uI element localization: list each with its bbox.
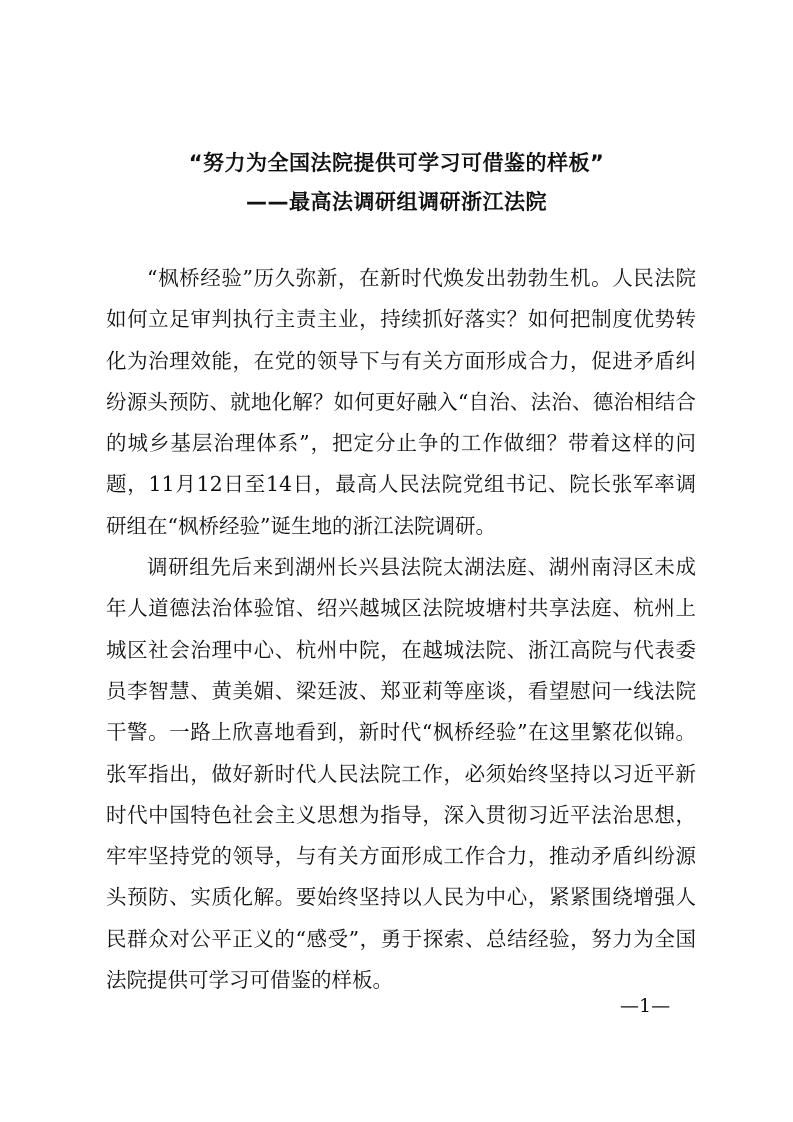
paragraph-1: “枫桥经验”历久弥新，在新时代焕发出勃勃生机。人民法院如何立足审判执行主责主业，持续抓好落实？如何把制度优势转化为治理效能，在党的领导下与有关方面形成合力，促进矛盾纠纷源头预防、就地化解？如何更好融入“自治、法治、德治相结合的城乡基层治理体系”，把定分止争的工作做细？带着这样的问题，11月12日至14日，最高人民法院党组书记、院长张军率调研组在“枫桥经验”诞生地的浙江法院调研。: [106, 266, 696, 538]
page-number: —1—: [620, 995, 671, 1017]
paragraph-2: 调研组先后来到湖州长兴县法院太湖法庭、湖州南浔区未成年人道德法治体验馆、绍兴越城区法院坡塘村共享法庭、杭州上城区社会治理中心、杭州中院，在越城法院、浙江高院与代表委员李智慧、黄美媚、梁廷波、郑亚莉等座谈，看望慰问一线法院干警。一路上欣喜地看到，新时代“枫桥经验”在这里繁花似锦。张军指出，做好新时代人民法院工作，必须始终坚持以习近平新时代中国特色社会主义思想为指导，深入贯彻习近平法治思想，牢牢坚持党的领导，与有关方面形成工作合力，推动矛盾纠纷源头预防、实质化解。要始终坚持以人民为中心，紧紧围绕增强人民群众对公平正义的“感受”，勇于探索、总结经验，努力为全国法院提供可学习可借鉴的样板。: [106, 555, 696, 993]
document-title: “努力为全国法院提供可学习可借鉴的样板”: [188, 151, 605, 175]
document-body: [106, 258, 696, 1001]
document-subtitle: ——最高法调研组调研浙江法院: [246, 190, 547, 214]
